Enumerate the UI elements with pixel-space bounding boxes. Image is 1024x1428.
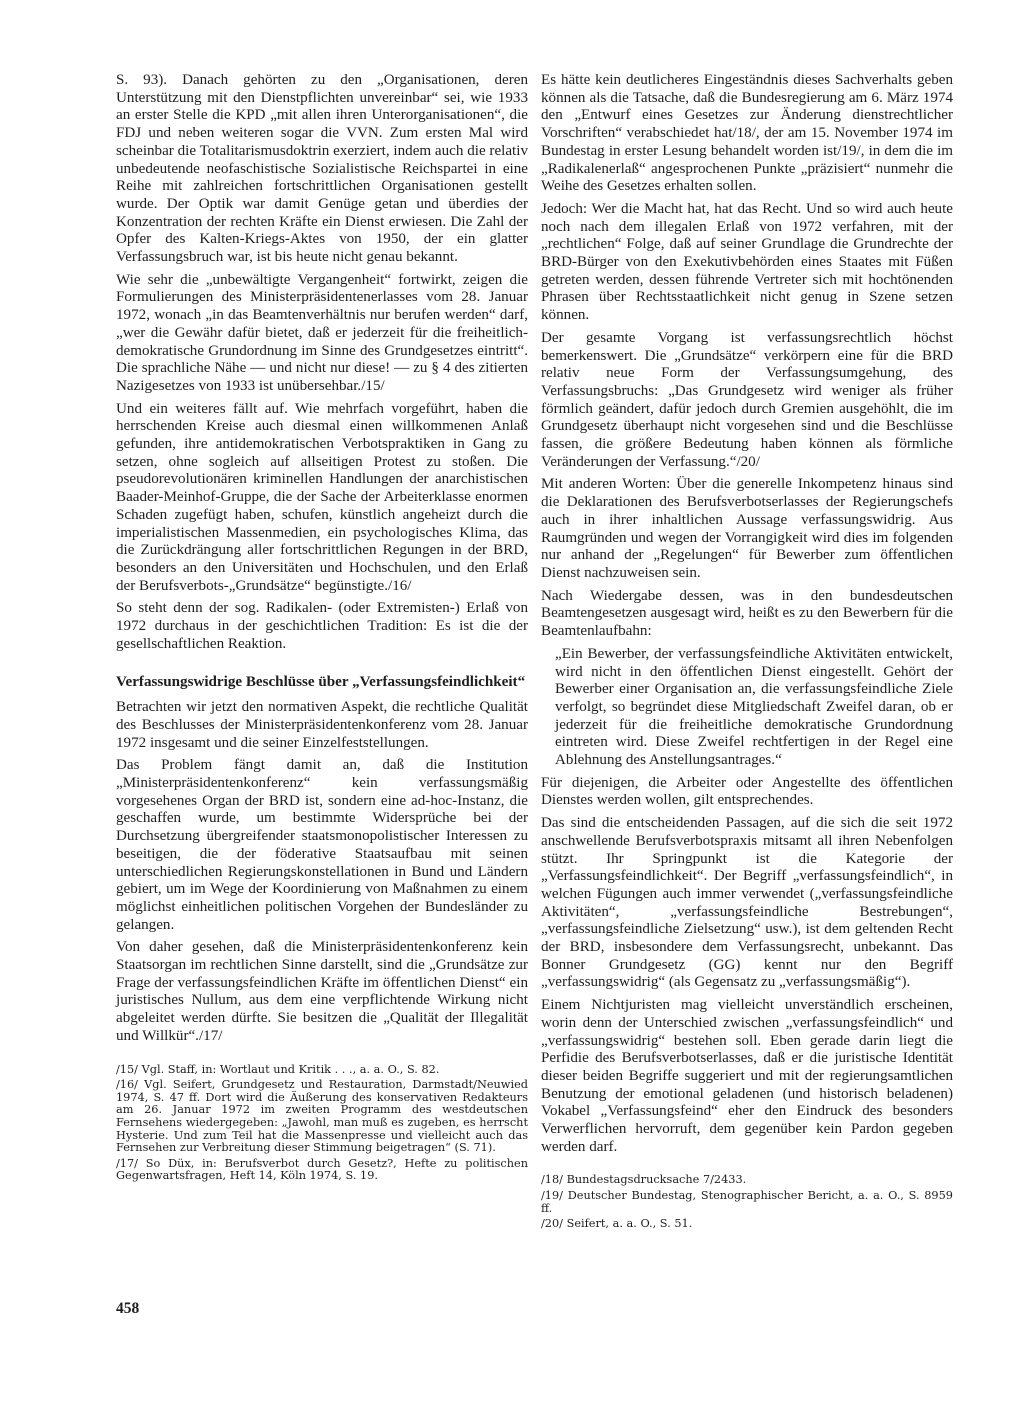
- body-paragraph: Der gesamte Vorgang ist verfassungsrechtlich höchst bemerkenswert. Die „Grundsätze“ verkörpern eine für die BRD relativ neue Form der Verfassungsumgehung, des Verfassungsbruchs: „Das Grundgesetz wird weniger als früher förmlich geändert, dafür jedoch durch Gremien ausgehöhlt, die im Grundgesetz überhaupt nicht vorgesehen sind und die Beschlüsse fassen, die größere Bedeutung haben können als förmliche Veränderungen der Verfassung.“/20/: [541, 329, 953, 470]
- section-heading: Verfassungswidrige Beschlüsse über „Verfassungsfeindlichkeit“: [116, 673, 526, 690]
- body-paragraph: Von daher gesehen, daß die Ministerpräsidentenkonferenz kein Staatsorgan im rechtlichen Sinne darstellt, sind die „Grundsätze zur Frage der verfassungsfeindlichen Kräfte im öffentlichen Dienst“ ein juristisches Nullum, aus dem eine verpflichtende Wirkung nicht abgeleitet werden dürfte. Sie besitzen die „Qualität der Illegalität und Willkür“./17/: [116, 939, 528, 1044]
- body-paragraph: Es hätte kein deutlicheres Eingeständnis dieses Sachverhalts geben können als die Tatsache, daß die Bundesregierung am 6. März 1974 den „Entwurf eines Gesetzes zur Änderung dienstrechtlicher Vorschriften“ verabschiedet hat/18/, der am 15. November 1974 im Bundestag in erster Lesung behandelt worden ist/19/, in dem die im „Radikalenerlaß“ angesprochenen Punkte „präzisiert“ nunmehr die Weihe des Gesetzes erhalten sollen.: [541, 72, 953, 195]
- body-paragraph: Betrachten wir jetzt den normativen Aspekt, die rechtliche Qualität des Beschlusses der Ministerpräsidentenkonferenz vom 28. Januar 1972 insgesamt und die seiner Einzelfeststellungen.: [116, 699, 528, 751]
- body-paragraph: Mit anderen Worten: Über die generelle Inkompetenz hinaus sind die Deklarationen des Berufsverbotserlasses der Regierungschefs auch in ihrer inhaltlichen Aussage verfassungswidrig. Aus Raumgründen und wegen der Vorrangigkeit wird dies im folgenden nur anhand der „Regelungen“ für Bewerber zum öffentlichen Dienst nachzuweisen sein.: [541, 476, 953, 581]
- body-paragraph: Nach Wiedergabe dessen, was in den bundesdeutschen Beamtengesetzen ausgesagt wird, heißt es zu den Bewerbern für die Beamtenlaufbahn:: [541, 587, 953, 640]
- footnote: /19/ Deutscher Bundestag, Stenographischer Bericht, a. a. O., S. 8959 ff.: [541, 1189, 953, 1215]
- body-paragraph: Jedoch: Wer die Macht hat, hat das Recht. Und so wird auch heute noch nach dem illegalen Erlaß von 1972 verfahren, mit der „rechtlichen“ Folge, daß auf seiner Grundlage die Grundrechte der BRD-Bürger von den Exekutivbehörden eines Staates mit Füßen getreten werden, dessen führende Vertreter sich mit hochtönenden Phrasen über Rechtsstaatlichkeit nicht genug in Szene setzen können.: [541, 200, 953, 324]
- body-paragraph: Und ein weiteres fällt auf. Wie mehrfach vorgeführt, haben die herrschenden Kreise auch diesmal einen willkommenen Anlaß gefunden, ihre antidemokratischen Verbotspraktiken in Gang zu setzen, ohne sogleich auf allseitigen Protest zu stoßen. Die pseudorevolutionären kriminellen Handlungen der anarchistischen Baader-Meinhof-Gruppe, die der Sache der Arbeiterklasse enormen Schaden zugefügt haben, schufen, künstlich angeheizt durch die imperialistischen Massenmedien, ein psychologisches Klima, das die Zurückdrängung aller fortschrittlichen Regungen in der BRD, besonders an den Universitäten und Hochschulen, und den Erlaß der Berufsverbots-„Grundsätze“ begünstigte./16/: [116, 400, 528, 594]
- body-paragraph: S. 93). Danach gehörten zu den „Organisationen, deren Unterstützung mit den Dienstpflichten unvereinbar“ sei, wie 1933 an erster Stelle die KPD „mit allen ihren Unterorganisationen“, die FDJ und neben weiteren sogar die VVN. Zum ersten Mal wird scheinbar die Totalitarismusdoktrin exerziert, indem auch die relativ unbedeutende neofaschistische Sozialistische Reichspartei in eine Reihe mit zahlreichen fortschrittlichen Organisationen gestellt wurde. Der Optik war damit Genüge getan und überdies der Konzentration der rechten Kräfte ein Dienst erwiesen. Die Zahl der Opfer des Kalten-Kriegs-Aktes von 1950, der ein glatter Verfassungsbruch war, ist bis heute nicht genau bekannt.: [116, 72, 528, 266]
- block-quote: „Ein Bewerber, der verfassungsfeindliche Aktivitäten entwickelt, wird nicht in den öffentlichen Dienst eingestellt. Gehört der Bewerber einer Organisation an, die verfassungsfeindliche Ziele verfolgt, so begründet diese Mitgliedschaft Zweifel daran, ob er jederzeit für die freiheitliche demokratische Grundordnung eintreten wird. Diese Zweifel rechtfertigen in der Regel eine Ablehnung des Anstellungsantrages.“: [555, 645, 953, 769]
- footnote: /15/ Vgl. Staff, in: Wortlaut und Kritik . . ., a. a. O., S. 82.: [116, 1062, 440, 1076]
- body-paragraph: Für diejenigen, die Arbeiter oder Angestellte des öffentlichen Dienstes werden wollen, gilt entsprechendes.: [541, 774, 953, 809]
- footnotes-right: [541, 1174, 953, 1230]
- footnote: /18/ Bundestagsdrucksache 7/2433.: [541, 1173, 747, 1187]
- footnote: /17/ So Düx, in: Berufsverbot durch Gesetz?, Hefte zu politischen Gegenwartsfragen, Heft 14, Köln 1974, S. 19.: [116, 1156, 528, 1183]
- body-paragraph: Das sind die entscheidenden Passagen, auf die sich die seit 1972 anschwellende Berufsverbotspraxis mitsamt all ihren Nebenfolgen stützt. Ihr Springpunkt ist die Kategorie der „Verfassungsfeindlichkeit“. Der Begriff „verfassungsfeindlich“, in welchen Fügungen auch immer verwendet („verfassungsfeindliche Aktivitäten“, „verfassungsfeindliche Bestrebungen“, „verfassungsfeindliche Zielsetzung“ usw.), ist dem geltenden Recht der BRD, insbesondere dem Verfassungsrecht, unbekannt. Das Bonner Grundgesetz (GG) kennt nur den Begriff „verfassungswidrig“ (als Gegensatz zu „verfassungsmäßig“).: [541, 815, 953, 991]
- footnote: /16/ Vgl. Seifert, Grundgesetz und Restauration, Darmstadt/Neuwied 1974, S. 47 ff. Dort wird die Äußerung des konservativen Redakteurs am 26. Januar 1972 im zweiten Programm des westdeutschen Fernsehens wiedergegeben: „Jawohl, man muß es zugeben, es herrscht Hysterie. Und zum Teil hat die Massenpresse und vielleicht auch das Fernsehen zur Verbreitung dieser Stimmung beigetragen“ (S. 71).: [116, 1078, 528, 1155]
- page-number: 458: [116, 1300, 140, 1317]
- body-paragraph: Wie sehr die „unbewältigte Vergangenheit“ fortwirkt, zeigen die Formulierungen des Ministerpräsidentenerlasses vom 28. Januar 1972, wonach „in das Beamtenverhältnis nur berufen werden“ darf, „wer die Gewähr dafür bietet, daß er jederzeit für die freiheitlich-demokratische Grundordnung im Sinne des Grundgesetzes eintritt“. Die sprachliche Nähe — und nicht nur diese! — zu § 4 des zitierten Nazigesetzes von 1933 ist unübersehbar./15/: [116, 271, 528, 394]
- left-column: [116, 72, 528, 1186]
- footnote: /20/ Seifert, a. a. O., S. 51.: [541, 1217, 693, 1231]
- body-paragraph: Einem Nichtjuristen mag vielleicht unverständlich erscheinen, worin denn der Unterschied zwischen „verfassungsfeindlich“ und „verfassungswidrig“ bestehen soll. Eben gerade darin liegt die Perfidie des Berufsverbotserlasses, daß er die juristische Identität dieser beiden Begriffe suggeriert und mit der regierungsamtlichen Benutzung der emotional geladenen (und historisch beladenen) Vokabel „Verfassungsfeind“ eher den Eindruck des besonders Verwerflichen hervorruft, dem gegenüber kein Pardon gegeben werden darf.: [541, 997, 953, 1155]
- body-paragraph: Das Problem fängt damit an, daß die Institution „Ministerpräsidentenkonferenz“ kein verfassungsmäßig vorgesehenes Organ der BRD ist, sondern eine ad-hoc-Instanz, die geschaffen wurde, um bestimmte Widersprüche bei der Durchsetzung übergreifender staatsmonopolistischer Interessen zu beseitigen, die der föderative Staatsaufbau mit seinen unterschiedlichen Regierungskonstellationen in Bund und Ländern gebiert, um im Wege der Koordinierung von Maßnahmen zu einem möglichst einheitlichen politischen Vorgehen der Bundesländer zu gelangen.: [116, 757, 528, 933]
- footnotes-left: [116, 1064, 528, 1183]
- body-paragraph: So steht denn der sog. Radikalen- (oder Extremisten-) Erlaß von 1972 durchaus in der geschichtlichen Tradition: Es ist die der gesellschaftlichen Reaktion.: [116, 600, 528, 652]
- right-column: [541, 72, 953, 1234]
